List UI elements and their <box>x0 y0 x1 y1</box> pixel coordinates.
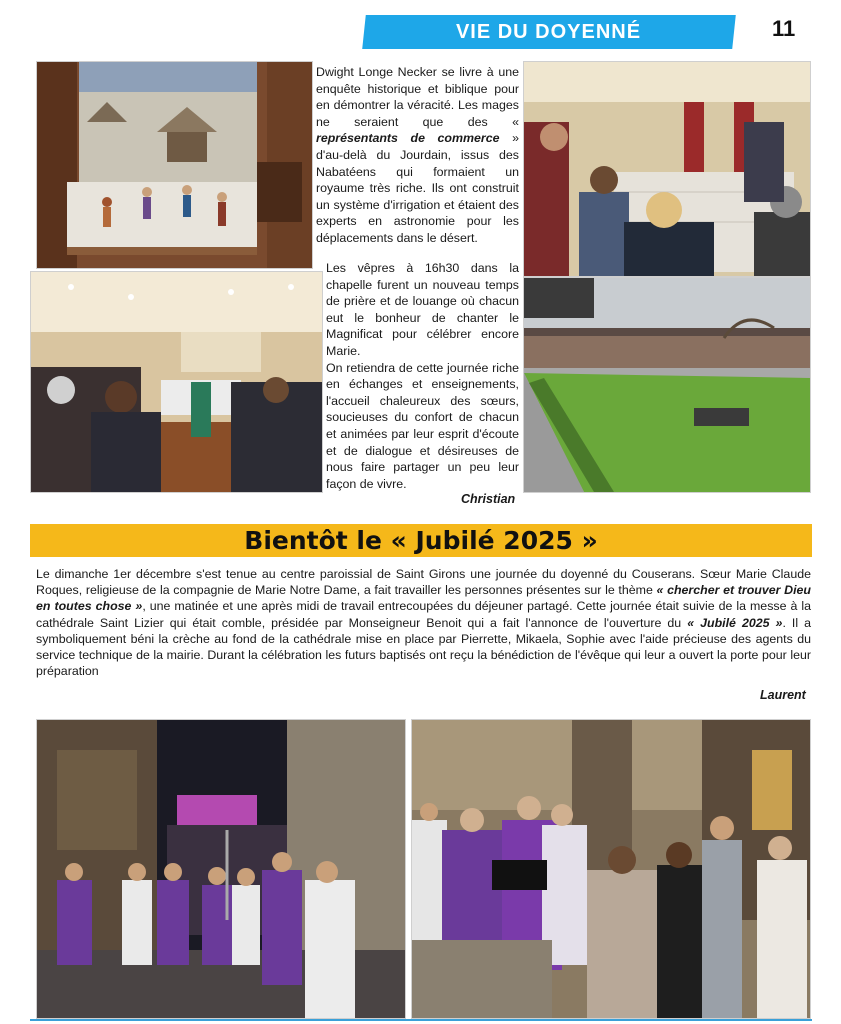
article-2-title: Bientôt le « Jubilé 2025 » <box>30 524 812 557</box>
photo-meeting-room <box>523 61 811 277</box>
section-title: VIE DU DOYENNÉ <box>456 20 642 43</box>
article-1-column-top <box>316 64 519 247</box>
article-2-text-1: Le dimanche 1er décembre s'est tenue au centre paroissial de Saint Girons une journée du doyenné du Couserans. Sœur Marie Claude Roques, religieuse de la compagnie de Marie Notre Dame, a fait travailler les personnes présentes sur le thème <box>36 567 811 598</box>
article-1-p3: On retiendra de cette journée riche en échanges et enseignements, l'accueil chaleureux des sœurs, soucieuses du confort de chacun et animées par leur esprit d'écoute et de dialogue et désireuses de nous faire partager un peu leur façon de vivre. <box>326 360 519 491</box>
article-2-text-3: . Il a symboliquement béni la crèche au fond de la cathédrale mise en place par Pierrette, Mikaela, Sophie avec l'aide précieuse des agents du service technique de la mairie. Durant la célébration les futurs baptisés ont reçu la bénédiction de l'évêque qui leur a ouvert la porte pour leur préparation <box>36 615 812 679</box>
bottom-rule <box>30 1019 812 1021</box>
article-1-p2: Les vêpres à 16h30 dans la chapelle furent un nouveau temps de prière et de louange où chacun eut le bonheur de chanter le Magnificat pour célébrer encore Marie. <box>326 261 519 358</box>
article-1-signature: Christian <box>461 492 516 506</box>
article-1-emphasis: représentants de commerce <box>316 131 500 146</box>
photo-cathedral-blessing <box>411 719 811 1019</box>
article-2-signature: Laurent <box>760 688 806 702</box>
article-2-theme: « chercher et trouver Dieu en toutes chose » <box>36 583 811 614</box>
article-1-p1-start: Dwight Longe Necker se livre à une enquête historique et biblique pour en démontrer la véracité. Les mages ne seraient que des « <box>316 65 519 129</box>
article-2-jubile: « Jubilé 2025 » <box>687 615 783 630</box>
article-2-body <box>36 566 811 679</box>
section-banner <box>362 15 736 49</box>
photo-dining-hall <box>30 271 323 493</box>
article-1-column-bottom <box>326 260 519 492</box>
page-number: 11 <box>772 16 796 41</box>
photo-night-procession <box>36 719 406 1019</box>
photo-nativity-scene <box>36 61 313 269</box>
article-2-text-2: , une matinée et une après midi de travail entrecoupées du déjeuner partagé. Cette journée était suivie de la messe à la cathédrale Saint Lizier qui était comble, présidée par Monseigneur Benoit qui a fait l'annonce de l'ouverture du <box>36 599 812 630</box>
photo-cloister-garden <box>523 277 811 493</box>
article-1-p1-end: » d'au-delà du Jourdain, issus des Nabatéens qui formaient un royaume très riche. Ils ont construit un système d'irrigation et étaient des experts en astronomie pour les déplacements dans le désert. <box>316 131 519 245</box>
